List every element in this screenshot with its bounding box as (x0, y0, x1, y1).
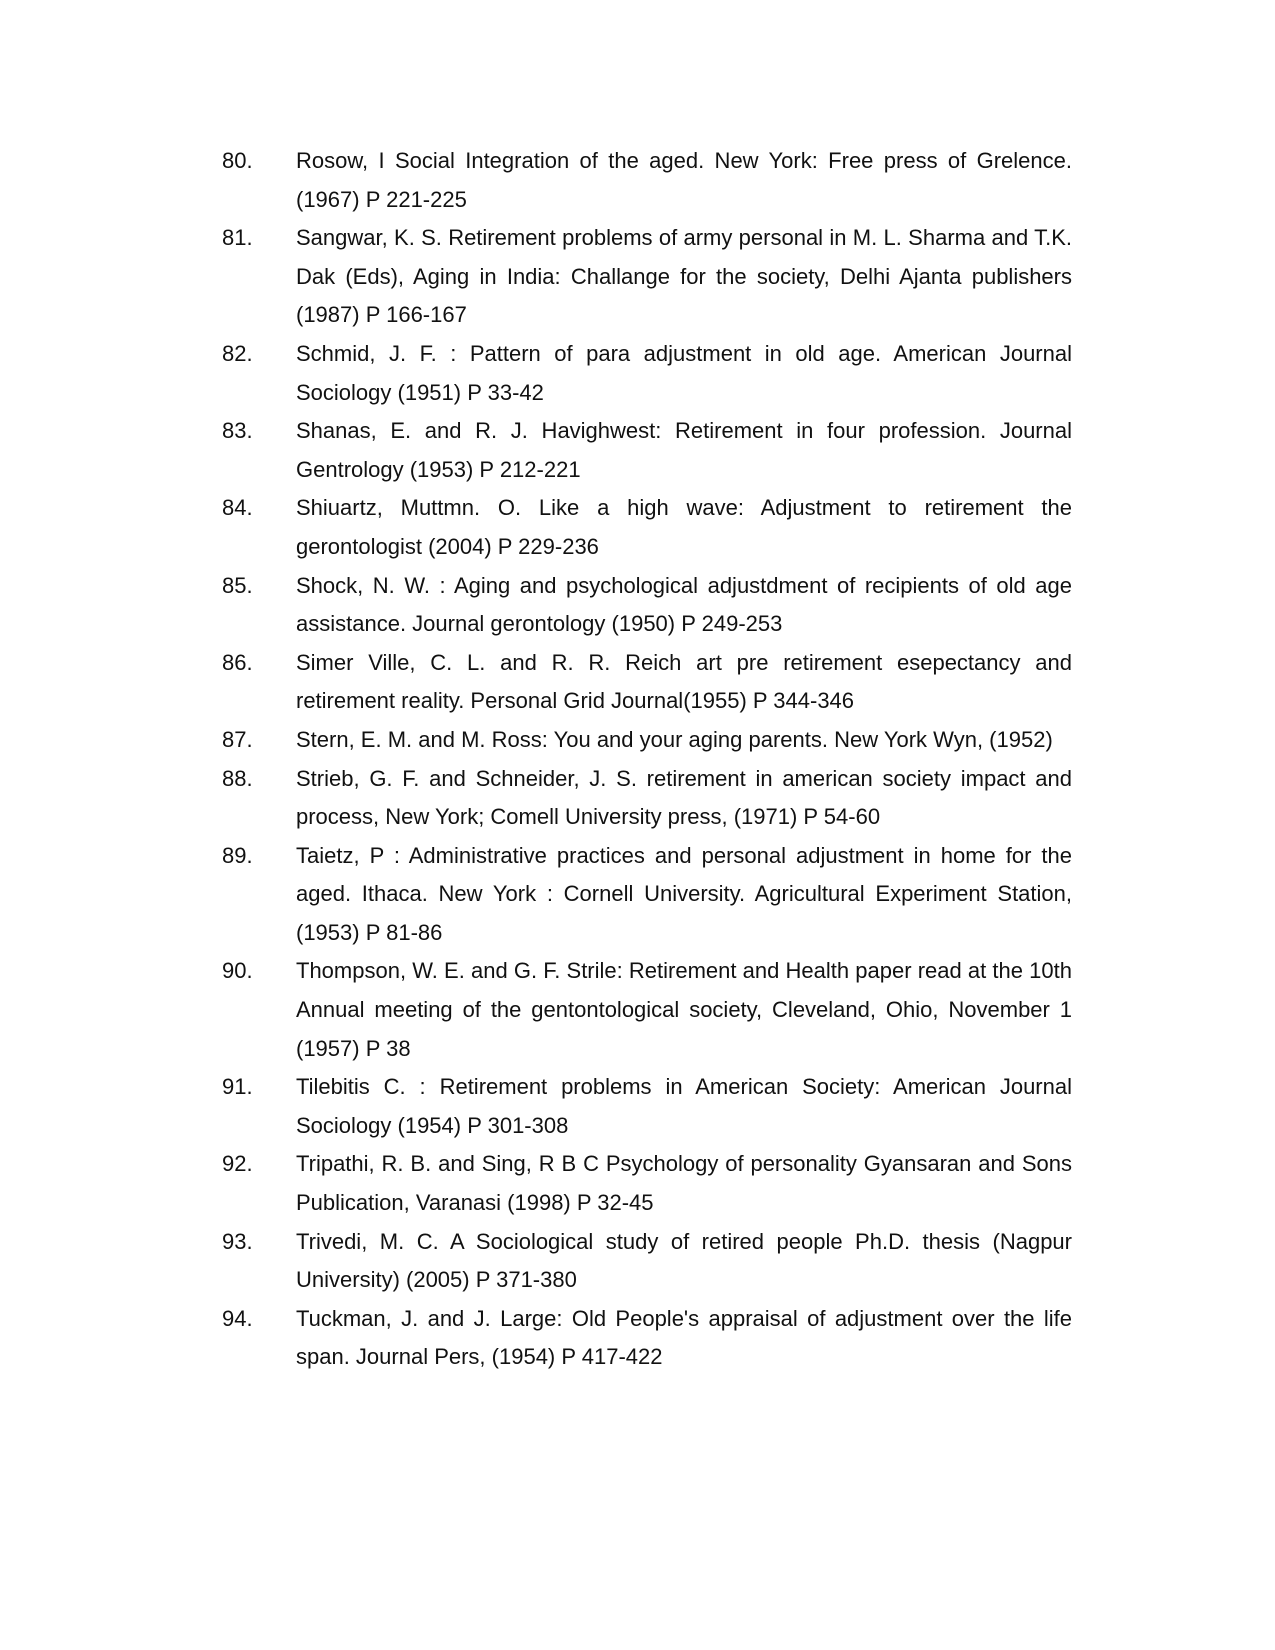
reference-number: 89. (222, 842, 253, 868)
reference-item (222, 760, 1072, 837)
reference-text: Tilebitis C. : Retirement problems in American Society: American Journal Sociology (1954) P 301-308 (296, 1074, 1072, 1138)
reference-number: 87. (222, 726, 253, 752)
reference-text: Stern, E. M. and M. Ross: You and your aging parents. New York Wyn, (1952) (296, 726, 1053, 752)
reference-item (222, 1145, 1072, 1222)
reference-text: Tuckman, J. and J. Large: Old People's appraisal of adjustment over the life span. Journal Pers, (1954) P 417-422 (296, 1305, 1072, 1370)
reference-number: 91. (222, 1074, 253, 1100)
reference-item (222, 489, 1072, 566)
reference-text: Sangwar, K. S. Retirement problems of army personal in M. L. Sharma and T.K. Dak (Eds), Aging in India: Challange for the society, Delhi Ajanta publishers (1987) P 166-167 (296, 225, 1072, 328)
reference-number: 80. (222, 148, 253, 173)
reference-item (222, 1223, 1072, 1300)
reference-number: 85. (222, 572, 253, 598)
reference-item (222, 412, 1072, 489)
reference-text: Schmid, J. F. : Pattern of para adjustment in old age. American Journal Sociology (1951) P 33-42 (296, 340, 1072, 405)
reference-text: Thompson, W. E. and G. F. Strile: Retirement and Health paper read at the 10th Annual meeting of the gentontological society, Cleveland, Ohio, November 1 (1957) P 38 (296, 958, 1072, 1061)
reference-number: 84. (222, 495, 253, 521)
reference-item (222, 952, 1072, 1068)
reference-number: 86. (222, 649, 253, 675)
reference-item (222, 721, 1072, 760)
reference-text: Taietz, P : Administrative practices and personal adjustment in home for the aged. Ithaca. New York : Cornell University. Agricultural Experiment Station, (1953) P 81-86 (296, 842, 1072, 945)
reference-text: Shanas, E. and R. J. Havighwest: Retirement in four profession. Journal Gentrology (1953) P 212-221 (296, 418, 1072, 482)
reference-item (222, 837, 1072, 953)
reference-number: 81. (222, 225, 253, 251)
reference-text: Trivedi, M. C. A Sociological study of retired people Ph.D. thesis (Nagpur University) (2005) P 371-380 (296, 1228, 1072, 1293)
reference-text: Strieb, G. F. and Schneider, J. S. retirement in american society impact and process, New York; Comell University press, (1971) P 54-60 (296, 765, 1072, 830)
reference-number: 88. (222, 765, 253, 791)
reference-item (222, 1068, 1072, 1145)
reference-number: 94. (222, 1305, 253, 1331)
reference-list (222, 142, 1072, 1377)
reference-number: 90. (222, 958, 253, 984)
reference-item (222, 644, 1072, 721)
reference-text: Simer Ville, C. L. and R. R. Reich art pre retirement esepectancy and retirement reality. Personal Grid Journal(1955) P 344-346 (296, 649, 1072, 714)
reference-item (222, 219, 1072, 335)
reference-number: 92. (222, 1151, 253, 1177)
reference-item (222, 567, 1072, 644)
reference-item (222, 335, 1072, 412)
reference-text: Tripathi, R. B. and Sing, R B C Psychology of personality Gyansaran and Sons Publication, Varanasi (1998) P 32-45 (296, 1151, 1072, 1216)
reference-item (222, 142, 1072, 219)
reference-text: Shiuartz, Muttmn. O. Like a high wave: Adjustment to retirement the gerontologist (2004) P 229-236 (296, 495, 1072, 559)
reference-number: 82. (222, 340, 253, 366)
reference-number: 83. (222, 418, 253, 444)
reference-item (222, 1300, 1072, 1377)
reference-number: 93. (222, 1228, 253, 1254)
reference-text: Rosow, I Social Integration of the aged. New York: Free press of Grelence. (1967) P 221-225 (296, 148, 1072, 212)
reference-text: Shock, N. W. : Aging and psychological adjustdment of recipients of old age assistance. Journal gerontology (1950) P 249-253 (296, 572, 1072, 637)
